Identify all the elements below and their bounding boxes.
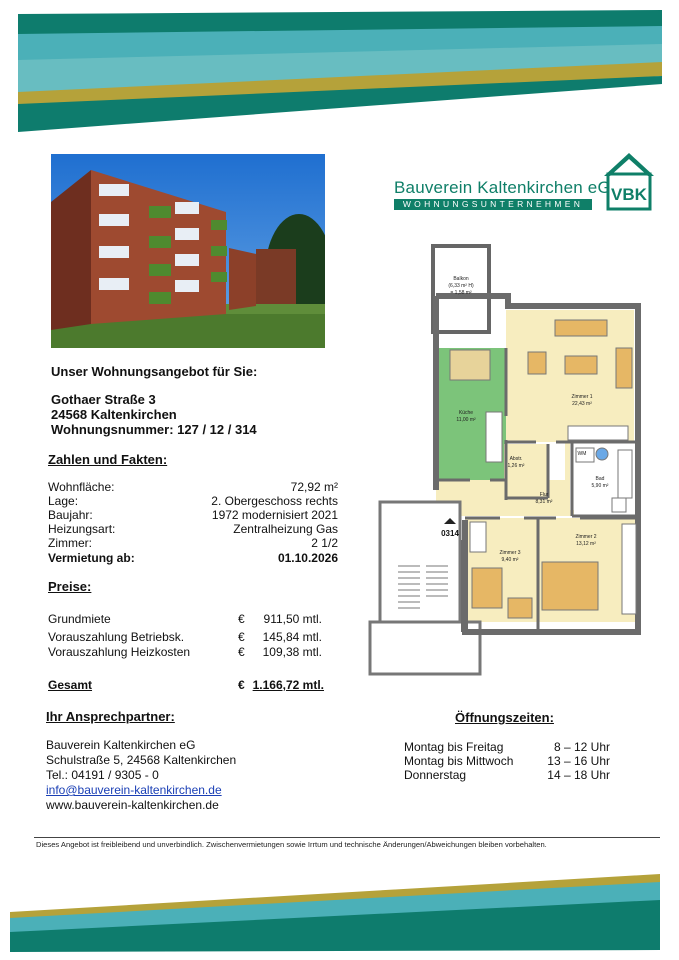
logo-mark: VBK <box>611 185 647 204</box>
facts-heading: Zahlen und Fakten: <box>48 452 168 467</box>
logo-subtitle: WOHNUNGSUNTERNEHMEN <box>394 199 592 210</box>
hours-days: Montag bis Mittwoch <box>404 754 514 768</box>
zimmer3-label: Zimmer 3 <box>499 550 521 556</box>
contact-heading: Ihr Ansprechpartner: <box>46 709 175 724</box>
flur-label: Flur <box>539 492 549 498</box>
facts-row <box>48 480 338 494</box>
contact-company: Bauverein Kaltenkirchen eG <box>46 738 196 752</box>
hours-days: Donnerstag <box>404 768 467 782</box>
contact-web-link[interactable]: www.bauverein-kaltenkirchen.de <box>46 798 219 812</box>
balkon-label: Balkon <box>453 276 469 282</box>
price-currency: € <box>238 612 245 626</box>
rental-row <box>48 551 338 565</box>
price-currency: € <box>238 630 245 644</box>
prices-heading: Preise: <box>48 579 92 594</box>
price-value: 109,38 mtl. <box>262 645 322 659</box>
wm-label: WM <box>577 451 587 457</box>
bad-label: Bad <box>595 476 605 482</box>
logo-house-icon <box>601 150 657 212</box>
total-currency: € <box>238 678 245 692</box>
price-row <box>48 630 338 645</box>
facts-row <box>48 494 338 508</box>
price-value: 145,84 mtl. <box>262 630 322 644</box>
abstr-label: Abstr. <box>509 456 523 462</box>
contact-block <box>46 738 236 813</box>
floor-plan <box>360 240 660 680</box>
contact-email-link[interactable]: info@bauverein-kaltenkirchen.de <box>46 783 222 797</box>
zimmer2-label: Zimmer 2 <box>575 534 597 540</box>
zimmer1-label: Zimmer 1 <box>571 394 593 400</box>
rental-label: Vermietung ab: <box>48 551 135 565</box>
total-row <box>48 678 338 693</box>
balkon-dims: (6,33 m² H) <box>448 283 474 289</box>
address-city: 24568 Kaltenkirchen <box>51 407 177 422</box>
offer-heading: Unser Wohnungsangebot für Sie: <box>51 364 258 379</box>
prices-table <box>48 612 338 660</box>
bottom-banner <box>0 860 679 960</box>
abstr-area: 1,26 m² <box>507 463 525 469</box>
hours-row <box>404 740 610 754</box>
fact-label: Lage: <box>48 494 79 508</box>
contact-phone: Tel.: 04191 / 9305 - 0 <box>46 768 159 782</box>
flur-area: 8,31 m² <box>535 499 553 505</box>
price-value: 911,50 mtl. <box>263 612 322 626</box>
price-label: Vorauszahlung Heizkosten <box>48 645 191 659</box>
hours-time: 14 – 18 Uhr <box>547 768 610 782</box>
contact-street: Schulstraße 5, 24568 Kaltenkirchen <box>46 753 237 767</box>
fact-label: Wohnfläche: <box>48 480 115 494</box>
hours-row <box>404 768 610 782</box>
logo-company-name: Bauverein Kaltenkirchen eG <box>394 178 611 197</box>
building-photo <box>51 154 325 348</box>
fact-label: Zimmer: <box>48 536 92 550</box>
fact-value: 2. Obergeschoss rechts <box>211 494 338 508</box>
zimmer3-area: 9,40 m² <box>501 557 519 563</box>
fact-value: 2 1/2 <box>311 536 338 550</box>
hours-time: 8 – 12 Uhr <box>553 740 610 754</box>
price-row <box>48 645 338 660</box>
fact-value: 1972 modernisiert 2021 <box>211 508 338 522</box>
price-label: Vorauszahlung Betriebsk. <box>48 630 185 644</box>
facts-row <box>48 508 338 522</box>
hours-table <box>404 740 610 782</box>
fact-label: Heizungsart: <box>48 522 116 536</box>
facts-row <box>48 522 338 536</box>
unit-number: Wohnungsnummer: 127 / 12 / 314 <box>51 422 257 437</box>
hours-time: 13 – 16 Uhr <box>547 754 610 768</box>
facts-table <box>48 480 338 565</box>
unit-number-label: 0314 <box>441 529 459 538</box>
facts-row <box>48 536 338 550</box>
zimmer1-area: 22,43 m² <box>572 401 592 407</box>
bad-area: 5,90 m² <box>591 483 609 489</box>
fact-value: Zentralheizung Gas <box>233 522 338 536</box>
kueche-label: Küche <box>458 410 474 416</box>
zimmer2-area: 13,12 m² <box>576 541 596 547</box>
disclaimer-text: Dieses Angebot ist freibleibend und unverbindlich. Zwischenvermietungen sowie Irrtum und technische Änderungen/Abweichungen bleiben vorbehalten. <box>36 840 547 849</box>
hours-days: Montag bis Freitag <box>404 740 504 754</box>
address-street: Gothaer Straße 3 <box>51 392 156 407</box>
hours-row <box>404 754 610 768</box>
balkon-area: = 1,58 m² <box>450 290 472 296</box>
disclaimer-divider <box>34 837 660 838</box>
kueche-area: 11,00 m² <box>456 417 476 423</box>
rental-date: 01.10.2026 <box>277 551 338 565</box>
price-currency: € <box>238 645 245 659</box>
total-value: 1.166,72 mtl. <box>252 678 324 692</box>
total-label: Gesamt <box>48 678 93 692</box>
price-label: Grundmiete <box>48 612 111 626</box>
top-banner <box>0 0 679 140</box>
hours-heading: Öffnungszeiten: <box>455 710 554 725</box>
fact-value: 72,92 m² <box>290 480 338 494</box>
price-row <box>48 612 338 627</box>
fact-label: Baujahr: <box>48 508 93 522</box>
